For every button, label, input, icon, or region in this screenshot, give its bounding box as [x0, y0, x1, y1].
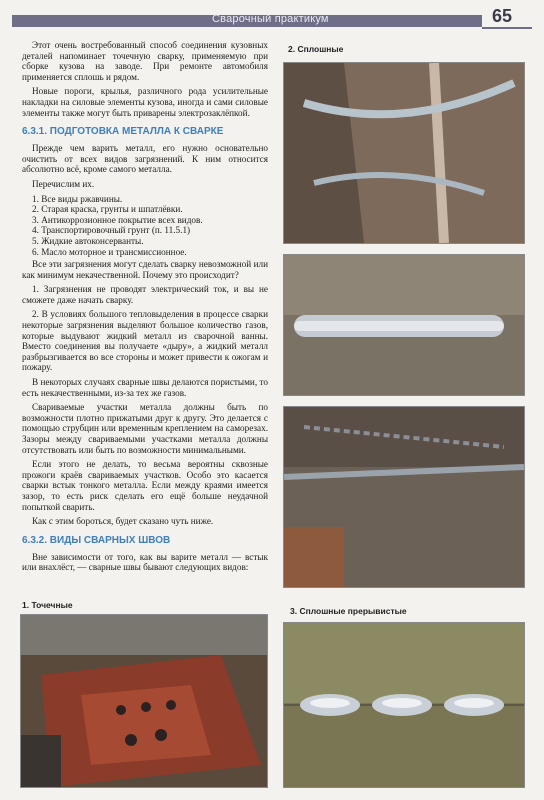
list-item: 4. Транспортировочный грунт (п. 11.5.1) [32, 225, 191, 236]
body-paragraph: Если этого не делать, то весьма вероятны сквозные прожоги краёв свариваемых участков. Особо это касается сварки встык тонкого металла. Если между краями имеется зазор, то есть риск сделать его ещё больше неудачной попыткой сварить. [22, 459, 268, 512]
photo-intermittent [283, 622, 525, 788]
body-paragraph: 2. В условиях большого тепловыделения в процессе сварки некоторые загрязнения выделяют большое количество газов, которые выдувают жидкий металл из сварочной ванны. Вместо соединения вы получаете «дыру», а жидкий металл разбрызгивается во все стороны и может привести к ожогам и пожару. [22, 309, 268, 373]
body-paragraph: В некоторых случаях сварные швы делаются пористыми, то есть некачественными, из-за тех же газов. [22, 377, 268, 398]
header-rule [482, 27, 532, 29]
list-item: 5. Жидкие автоконсерванты. [32, 235, 144, 246]
page-number: 65 [492, 6, 513, 26]
intro-paragraph: Этот очень востребованный способ соединения кузовных деталей напоминает точечную сварку, применяемую при сборке кузова на заводе. При ремонте автомобиля применяется сплошь и рядом. [22, 40, 268, 82]
body-paragraph: Свариваемые участки металла должны быть по возможности плотно прижатыми друг к другу. Это делается с помощью струбцин или временным креплением на саморезах. Зазоры между свариваемыми участками металла должны отсутствовать или быть по возможности минимальными. [22, 402, 268, 455]
list-item: 1. Все виды ржавчины. [32, 193, 123, 204]
body-paragraph: Прежде чем варить металл, его нужно основательно очистить от всех видов загрязнений. К ним относится абсолютно всё, кроме самого металла. [22, 143, 268, 175]
photo-spot-welds [20, 614, 268, 788]
body-paragraph: Вне зависимости от того, как вы варите металл — встык или внахлёст, — сварные швы бывают следующих видов: [22, 551, 268, 573]
photo-continuous-1 [283, 62, 525, 244]
photo-continuous-3 [283, 406, 525, 588]
photo-continuous-2 [283, 254, 525, 396]
body-paragraph: Все эти загрязнения могут сделать сварку невозможной или как минимум некачественной. Почему это происходит? [22, 259, 268, 280]
page-header [0, 0, 544, 34]
header-title: Сварочный практикум [212, 13, 329, 25]
body-paragraph: Перечислим их. [32, 178, 95, 189]
caption-continuous: 2. Сплошные [288, 44, 344, 54]
caption-intermittent: 3. Сплошные прерывистые [290, 606, 407, 616]
list-item: 6. Масло моторное и трансмиссионное. [32, 246, 187, 257]
intro-paragraph: Новые пороги, крылья, различного рода усилительные накладки на силовые элементы кузова, иногда и сами силовые элементы также могут быть приварены электрозаклёпкой. [22, 86, 268, 118]
section-heading: 6.3.2. ВИДЫ СВАРНЫХ ШВОВ [22, 534, 171, 546]
list-item: 3. Антикоррозионное покрытие всех видов. [32, 214, 203, 225]
contaminants-list [22, 194, 268, 258]
caption-spot: 1. Точечные [22, 600, 73, 610]
section-heading: 6.3.1. ПОДГОТОВКА МЕТАЛЛА К СВАРКЕ [22, 126, 224, 138]
body-paragraph: 1. Загрязнения не проводят электрический ток, и вы не сможете даже начать сварку. [22, 284, 268, 305]
body-paragraph: Как с этим бороться, будет сказано чуть ниже. [32, 516, 214, 527]
list-item: 2. Старая краска, грунты и шпатлёвки. [32, 204, 183, 215]
left-column [22, 40, 268, 577]
